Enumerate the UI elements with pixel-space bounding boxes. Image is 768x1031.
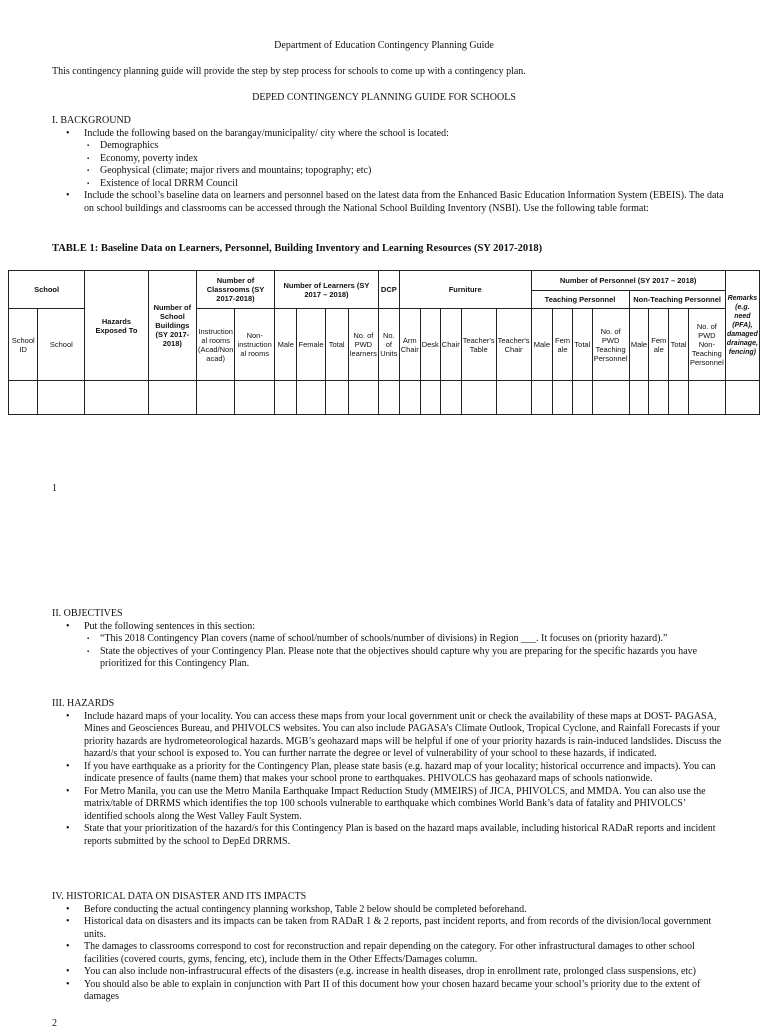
baseline-data-table: [8, 270, 760, 415]
col-female: Female: [297, 309, 325, 381]
section-heading: III. HAZARDS: [52, 698, 115, 709]
page-number: 1: [52, 483, 57, 494]
col-armchair: Arm Chair: [399, 309, 420, 381]
col-noninstructional: Non-instruction al rooms: [235, 309, 275, 381]
col-teaching-male: Male: [531, 309, 553, 381]
col-instructional: Instruction al rooms (Acad/Non acad): [196, 309, 234, 381]
col-total: Total: [325, 309, 348, 381]
header-personnel: Number of Personnel (SY 2017 – 2018): [531, 271, 725, 291]
col-nonteaching-total: Total: [669, 309, 689, 381]
header-nonteaching: Non-Teaching Personnel: [629, 291, 725, 309]
objectives-section: [52, 608, 722, 671]
intro-paragraph: This contingency planning guide will provide the step by step process for schools to come up with a contingency plan.: [52, 66, 526, 77]
col-units: No. of Units: [378, 309, 399, 381]
header-dcp: DCP: [378, 271, 399, 309]
header-buildings: Number of School Buildings (SY 2017-2018): [148, 271, 196, 381]
section-heading: IV. HISTORICAL DATA ON DISASTER AND ITS IMPACTS: [52, 891, 307, 902]
col-nonteaching-female: Fem ale: [649, 309, 669, 381]
col-teaching-female: Fem ale: [553, 309, 573, 381]
section-heading: I. BACKGROUND: [52, 115, 131, 126]
col-school: School: [38, 309, 85, 381]
col-pwd-nonteaching: No. of PWD Non-Teaching Personnel: [688, 309, 725, 381]
list-item: • For Metro Manila, you can use the Metro Manila Earthquake Impact Reduction Study (MMEIRS) of JICA, PHIVOLCS, and MMDA. You can also use the matrix/table of DRRMS which identifies the top 100 schools vulnerable to earthquake which combines World Bank’s data of fatality and PHIVOLCS’ identified schools along the West Valley Fault System.: [52, 786, 726, 824]
col-chair: Chair: [440, 309, 461, 381]
list-item: • Before conducting the actual contingency planning workshop, Table 2 below should be completed beforehand.: [52, 904, 726, 917]
col-pwd-teaching: No. of PWD Teaching Personnel: [592, 309, 629, 381]
col-desk: Desk: [420, 309, 440, 381]
col-school-id: School ID: [9, 309, 38, 381]
list-item: • If you have earthquake as a priority for the Contingency Plan, please state basis (e.g. hazard map of your locality; historical occurrence and impacts). You can indicate presence of faults (name them) that makes your school prone to earthquakes. PHIVOLCS has geohazard maps of schools nationwide.: [52, 761, 726, 786]
section-heading: II. OBJECTIVES: [52, 608, 123, 619]
list-item: ▪ Demographics: [52, 140, 732, 153]
historical-section: [52, 891, 726, 1004]
list-item: ▪ State the objectives of your Contingency Plan. Please note that the objectives should capture why you are preparing for the specific hazards you have prioritized for this Contingency Plan.: [52, 646, 722, 671]
list-item: • State that your prioritization of the hazard/s for this Contingency Plan is based on the hazard maps available, including historical RADaR reports and incident reports submitted by the school to DepEd DRRMS.: [52, 823, 726, 848]
col-male: Male: [275, 309, 297, 381]
list-item: ▪ Economy, poverty index: [52, 153, 732, 166]
col-teachers-chair: Teacher's Chair: [496, 309, 531, 381]
header-teaching: Teaching Personnel: [531, 291, 629, 309]
list-item: • Put the following sentences in this section:: [52, 621, 722, 634]
header-remarks: Remarks (e.g. need (PFA), damaged drainage, fencing): [725, 271, 759, 381]
list-item: • Historical data on disasters and its impacts can be taken from RADaR 1 & 2 reports, past incident reports, and from records of the division/local government units.: [52, 916, 726, 941]
list-item: • You can also include non-infrastrucural effects of the disasters (e.g. increase in health diseases, drop in enrollment rate, prolonged class suspensions, etc): [52, 966, 726, 979]
document-title: Department of Education Contingency Planning Guide: [274, 40, 494, 51]
list-item: • Include the school’s baseline data on learners and personnel based on the latest data from the Enhanced Basic Education Information System (EBEIS). The data on school buildings and classrooms can be accessed through the National School Building Inventory (NSBI). Use the following table format:: [52, 190, 732, 215]
page-number: 2: [52, 1018, 57, 1029]
background-section: [52, 115, 732, 215]
guide-subtitle: DEPED CONTINGENCY PLANNING GUIDE FOR SCHOOLS: [252, 92, 516, 103]
header-furniture: Furniture: [399, 271, 531, 309]
col-pwd-learners: No. of PWD learners: [348, 309, 378, 381]
hazards-section: [52, 698, 726, 848]
header-learners: Number of Learners (SY 2017 – 2018): [275, 271, 379, 309]
list-item: ▪ “This 2018 Contingency Plan covers (name of school/number of schools/number of divisions) in Region ___. It focuses on (priority hazard).”: [52, 633, 722, 646]
table1-title: TABLE 1: Baseline Data on Learners, Personnel, Building Inventory and Learning Resources (SY 2017-2018): [52, 243, 543, 254]
header-classrooms: Number of Classrooms (SY 2017-2018): [196, 271, 274, 309]
col-teachers-table: Teacher's Table: [461, 309, 496, 381]
header-school: School: [9, 271, 85, 309]
col-nonteaching-male: Male: [629, 309, 649, 381]
list-item: • The damages to classrooms correspond to cost for reconstruction and repair depending on the category. For other infrastructural damages to other school facilities (covered courts, gyms, fencing, etc), include them in the Other Effects/Damages column.: [52, 941, 726, 966]
list-item: ▪ Geophysical (climate; major rivers and mountains; topography; etc): [52, 165, 732, 178]
table-row: [9, 381, 760, 415]
list-item: • Include the following based on the barangay/municipality/ city where the school is located:: [52, 128, 732, 141]
list-item: ▪ Existence of local DRRM Council: [52, 178, 732, 191]
col-teaching-total: Total: [572, 309, 592, 381]
list-item: • Include hazard maps of your locality. You can access these maps from your local government unit or check the availability of these maps at DOST- PAGASA, Mines and Geosciences Bureau, and PHIVOLCS websites. You can also include PAGASA’s Climate Outlook, Tropical Cyclone, and Rainfall Forecasts if your priority hazards are hydrometeorological hazards. MGB’s geohazard maps will be helpful if one of your priority hazards is rain-induced landslides. Discuss the hazard/s that your school is exposed to. You can further narrate the degree or level of vulnerability of your school to these hazards, if indicated.: [52, 711, 726, 761]
list-item: • You should also be able to explain in conjunction with Part II of this document how your chosen hazard became your school’s priority due to the extent of damages: [52, 979, 726, 1004]
header-hazards: Hazards Exposed To: [85, 271, 148, 381]
